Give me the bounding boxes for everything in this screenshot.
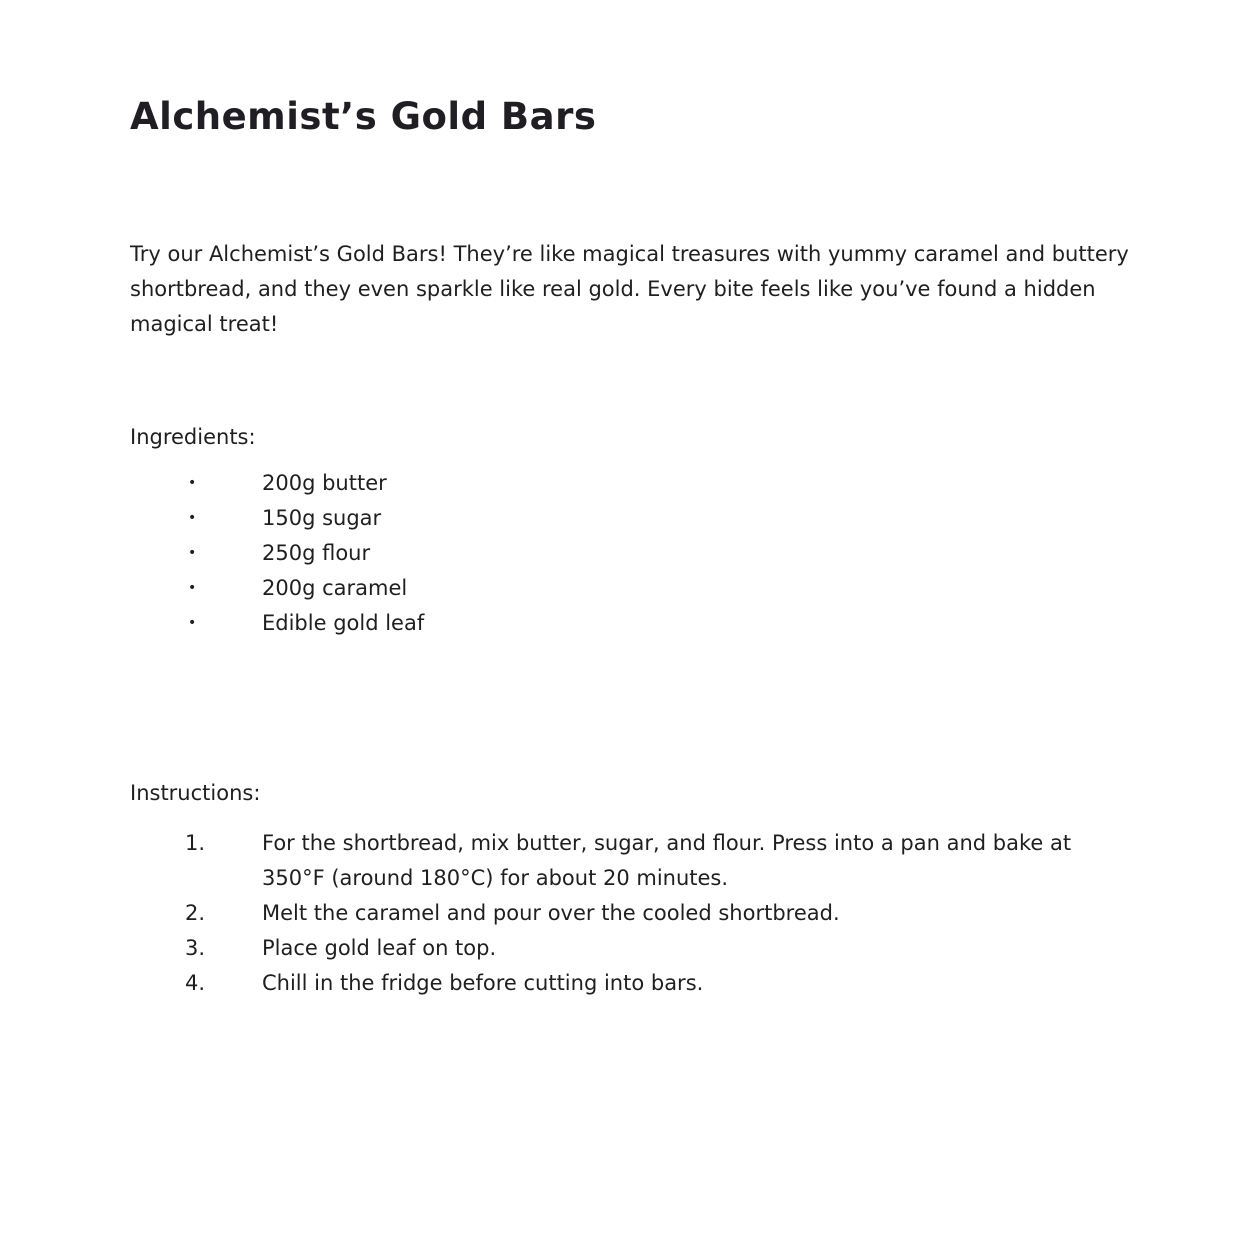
instructions-list [130, 826, 1130, 1001]
number-marker: 2. [185, 901, 206, 925]
ingredients-heading: Ingredients: [130, 425, 256, 449]
ingredient-text: Edible gold leaf [262, 611, 425, 635]
list-item [130, 501, 1130, 536]
list-item [130, 931, 1130, 966]
bullet-marker: • [188, 475, 197, 491]
instruction-text: Melt the caramel and pour over the cooled shortbread. [262, 901, 840, 925]
instruction-text: For the shortbread, mix butter, sugar, and flour. Press into a pan and bake at 350°F (around 180°C) for about 20 minutes. [262, 831, 1072, 890]
list-item [130, 536, 1130, 571]
ingredient-text: 200g caramel [262, 576, 408, 600]
number-marker: 1. [185, 831, 206, 855]
instruction-text: Chill in the fridge before cutting into bars. [262, 971, 704, 995]
bullet-marker: • [188, 580, 197, 596]
list-item [130, 466, 1130, 501]
ingredient-text: 150g sugar [262, 506, 382, 530]
list-item [130, 826, 1130, 896]
ingredient-text: 200g butter [262, 471, 387, 495]
list-item [130, 966, 1130, 1001]
instructions-heading: Instructions: [130, 781, 261, 805]
intro-paragraph: Try our Alchemist’s Gold Bars! They’re like magical treasures with yummy caramel and buttery shortbread, and they even sparkle like real gold. Every bite feels like you’ve found a hidden magical treat! [130, 242, 1129, 336]
number-marker: 3. [185, 936, 206, 960]
number-marker: 4. [185, 971, 206, 995]
instruction-text: Place gold leaf on top. [262, 936, 497, 960]
list-item [130, 606, 1130, 641]
list-item [130, 896, 1130, 931]
bullet-marker: • [188, 545, 197, 561]
ingredients-list [130, 466, 1130, 641]
ingredient-text: 250g flour [262, 541, 371, 565]
bullet-marker: • [188, 510, 197, 526]
page-title: Alchemist’s Gold Bars [130, 95, 597, 138]
bullet-marker: • [188, 615, 197, 631]
list-item [130, 571, 1130, 606]
